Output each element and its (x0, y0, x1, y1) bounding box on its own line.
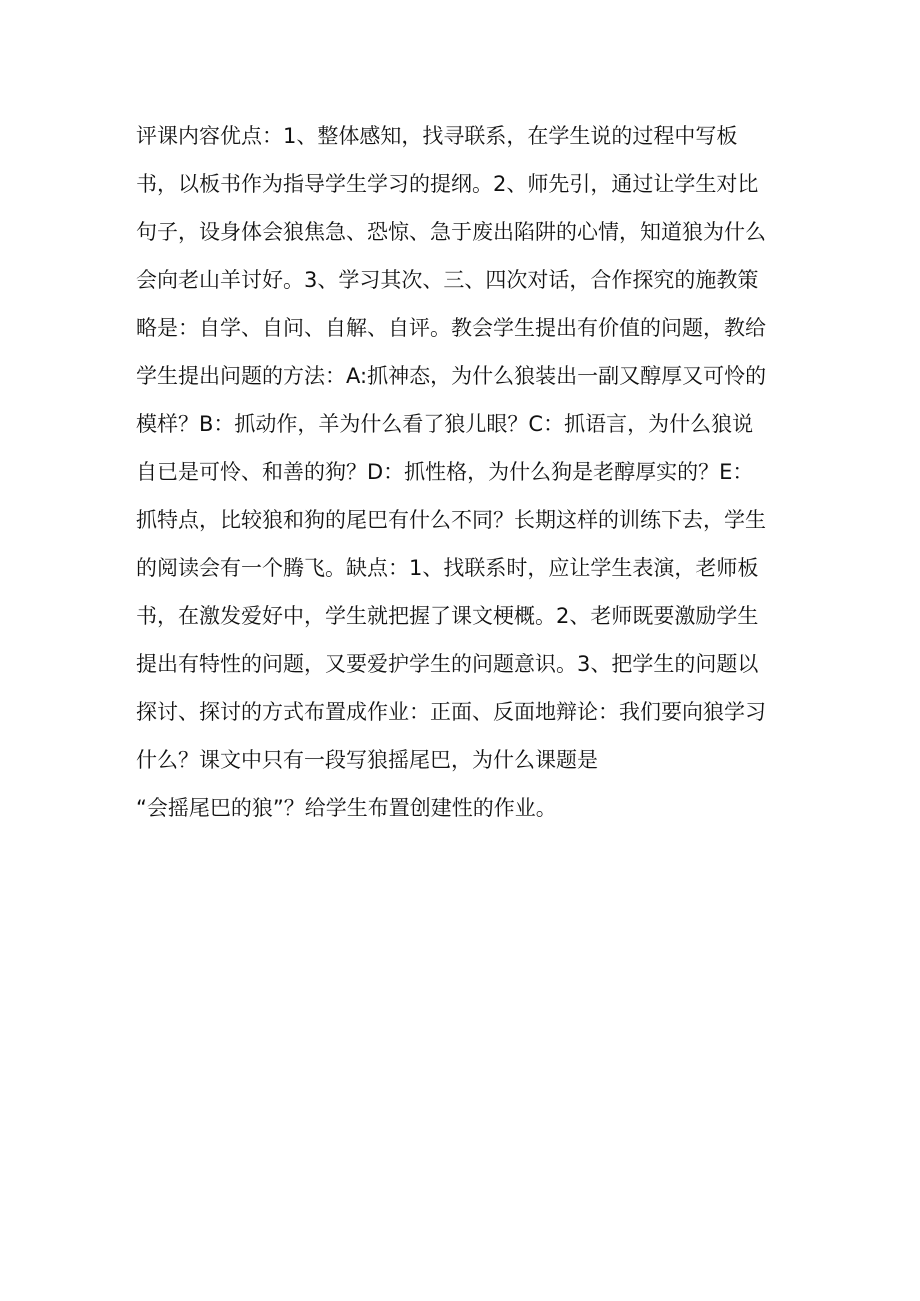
lesson-review-text (136, 112, 796, 832)
text-line: 探讨、探讨的方式布置成作业：正面、反面地辩论：我们要向狼学习 (136, 700, 766, 724)
text-line: “会摇尾巴的狼”？给学生布置创建性的作业。 (136, 796, 557, 820)
text-line: 会向老山羊讨好。3、学习其次、三、四次对话，合作探究的施教策 (136, 268, 759, 292)
text-line: 的阅读会有一个腾飞。缺点：1、找联系时，应让学生表演，老师板 (136, 556, 759, 580)
text-line: 书，在激发爱好中，学生就把握了课文梗概。2、老师既要激励学生 (136, 604, 759, 628)
text-line: 学生提出问题的方法：A:抓神态，为什么狼装出一副又醇厚又可怜的 (136, 364, 767, 388)
text-line: 提出有特性的问题，又要爱护学生的问题意识。3、把学生的问题以 (136, 652, 759, 676)
text-line: 书，以板书作为指导学生学习的提纲。2、师先引，通过让学生对比 (136, 172, 759, 196)
text-line: 什么？课文中只有一段写狼摇尾巴，为什么课题是 (136, 748, 598, 772)
text-line: 自已是可怜、和善的狗？D：抓性格，为什么狗是老醇厚实的？E： (136, 460, 754, 484)
text-line: 评课内容优点：1、整体感知，找寻联系，在学生说的过程中写板 (136, 124, 738, 148)
text-line: 抓特点，比较狼和狗的尾巴有什么不同？长期这样的训练下去，学生 (136, 508, 766, 532)
text-line: 句子，设身体会狼焦急、恐惊、急于废出陷阱的心情，知道狼为什么 (136, 220, 766, 244)
text-line: 模样？B：抓动作，羊为什么看了狼儿眼？C：抓语言，为什么狼说 (136, 412, 754, 436)
text-line: 略是：自学、自问、自解、自评。教会学生提出有价值的问题，教给 (136, 316, 766, 340)
